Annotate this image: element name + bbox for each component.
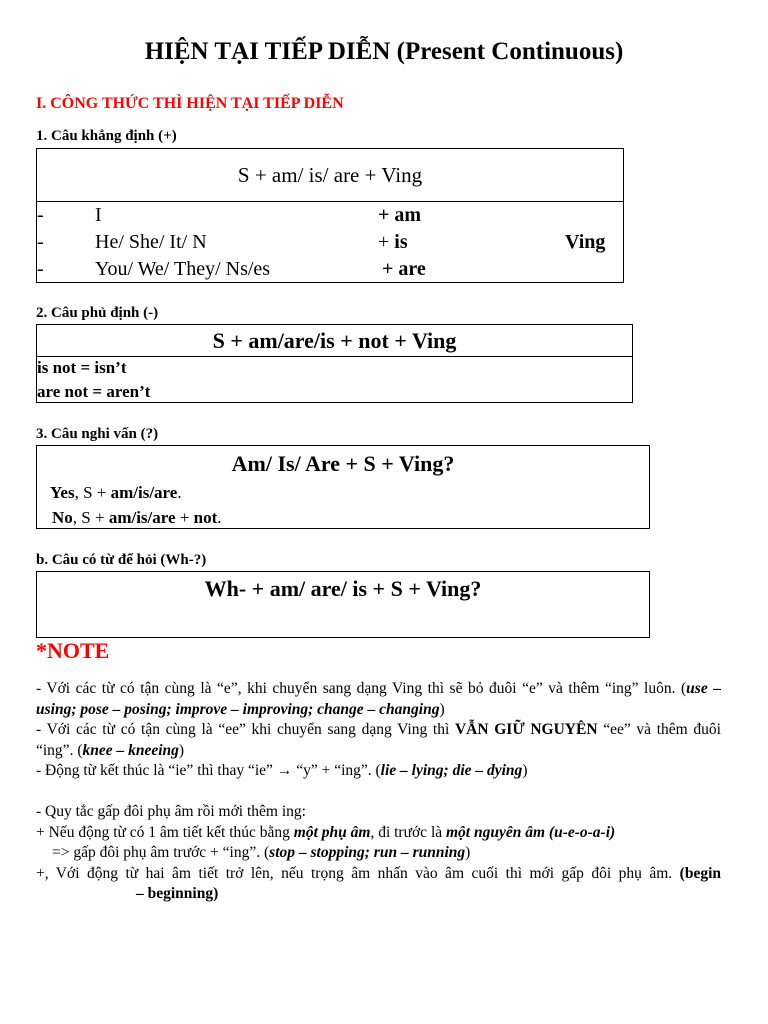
note-example: lie – lying; die – dying <box>380 762 523 779</box>
wh-box <box>36 571 650 638</box>
answer-text: , S + <box>72 508 109 527</box>
row-subject: You/ We/ They/ Ns/es <box>95 258 271 280</box>
contraction-line: is not = isn’t <box>37 358 127 377</box>
note-text: ) <box>178 741 185 759</box>
question-box <box>36 445 650 529</box>
row-verb <box>378 231 408 254</box>
note-example: use – using; pose – posing; improve – improving; change – changing <box>36 680 721 718</box>
row-verb: + are <box>382 258 426 280</box>
section-heading: I. CÔNG THỨC THÌ HIỆN TẠI TIẾP DIỄN <box>36 95 344 112</box>
no-answer <box>52 508 222 528</box>
note-text: ) <box>522 762 528 779</box>
negative-box <box>36 324 633 403</box>
note-paragraph <box>36 864 721 905</box>
note-heading: *NOTE <box>36 638 110 663</box>
note-emphasis: một phụ âm <box>293 823 371 841</box>
wh-formula: Wh- + am/ are/ is + S + Ving? <box>204 576 482 601</box>
note-text: => gấp đôi phụ âm trước + “ing”. ( <box>52 844 270 861</box>
negative-formula: S + am/are/is + not + Ving <box>212 328 457 353</box>
row-dash: - <box>37 204 44 226</box>
note-example: stop – stopping; run – running <box>269 844 466 861</box>
note-text: - Động từ kết thúc là “ie” thì thay “ie” <box>36 762 277 779</box>
divider <box>37 356 632 357</box>
note-paragraph <box>36 761 721 782</box>
note-paragraph <box>36 823 721 844</box>
yes-word: Yes <box>50 483 75 502</box>
affirmative-label: 1. Câu khẳng định (+) <box>36 128 177 144</box>
note-paragraph <box>36 720 721 761</box>
note-text: , đi trước là <box>370 823 446 841</box>
divider <box>37 201 623 202</box>
plus-sign: + <box>378 231 395 253</box>
note-example: knee – kneeing <box>82 741 179 759</box>
answer-verb: am/is/are <box>108 508 176 527</box>
note-paragraph: - Quy tắc gấp đôi phụ âm rồi mới thêm ing: <box>36 803 306 820</box>
affirmative-formula: S + am/ is/ are + Ving <box>237 163 423 187</box>
row-dash: - <box>37 258 44 280</box>
answer-verb: am/is/are <box>110 483 178 502</box>
note-text: - Với các từ có tận cùng là “e”, khi chuyển sang dạng Ving thì sẽ bỏ đuôi “e” và thêm “ing” luôn. ( <box>36 680 687 697</box>
row-subject: I <box>95 204 102 226</box>
question-formula: Am/ Is/ Are + S + Ving? <box>231 451 455 476</box>
note-text: ) <box>465 844 471 861</box>
spacer <box>36 782 721 803</box>
yes-answer <box>50 483 182 503</box>
answer-text: + <box>175 508 194 527</box>
row-subject: He/ She/ It/ N <box>95 231 207 253</box>
wh-label: b. Câu có từ để hỏi (Wh-?) <box>36 552 207 568</box>
answer-text: . <box>217 508 222 527</box>
negative-label: 2. Câu phủ định (-) <box>36 305 159 321</box>
note-paragraph <box>36 679 721 720</box>
note-emphasis: VẪN GIỮ NGUYÊN <box>454 721 598 738</box>
note-example: (begin <box>679 864 721 882</box>
row-tail: Ving <box>565 231 606 253</box>
note-text: +, Với động từ hai âm tiết trở lên, nếu trọng âm nhấn vào âm cuối thì mới gấp đôi phụ âm. <box>36 864 680 882</box>
note-text: “y” + “ing”. ( <box>292 762 381 779</box>
contraction-line: are not = aren’t <box>37 382 151 401</box>
verb-is: is <box>394 231 408 253</box>
note-text: - Với các từ có tận cùng là “ee” khi chuyển sang dạng Ving thì <box>36 721 455 738</box>
note-emphasis: một nguyên âm (u-e-o-a-i) <box>446 823 616 841</box>
note-text: “ee” và thêm đuôi “ing”. ( <box>36 721 721 759</box>
page-title: HIỆN TẠI TIẾP DIỄN (Present Continuous) <box>144 38 624 65</box>
note-example: – beginning) <box>136 885 219 902</box>
no-word: No <box>52 508 73 527</box>
arrow-icon: → <box>276 762 293 779</box>
answer-not: not <box>193 508 218 527</box>
note-body <box>36 679 721 905</box>
note-paragraph <box>36 843 721 864</box>
row-verb: + am <box>378 204 422 226</box>
note-text: + Nếu động từ có 1 âm tiết kết thúc bằng <box>36 823 294 841</box>
affirmative-box <box>36 148 624 283</box>
answer-text: . <box>177 483 182 502</box>
question-label: 3. Câu nghi vấn (?) <box>36 426 159 442</box>
row-dash: - <box>37 231 44 253</box>
answer-text: , S + <box>74 483 111 502</box>
note-text: ) <box>439 700 445 718</box>
